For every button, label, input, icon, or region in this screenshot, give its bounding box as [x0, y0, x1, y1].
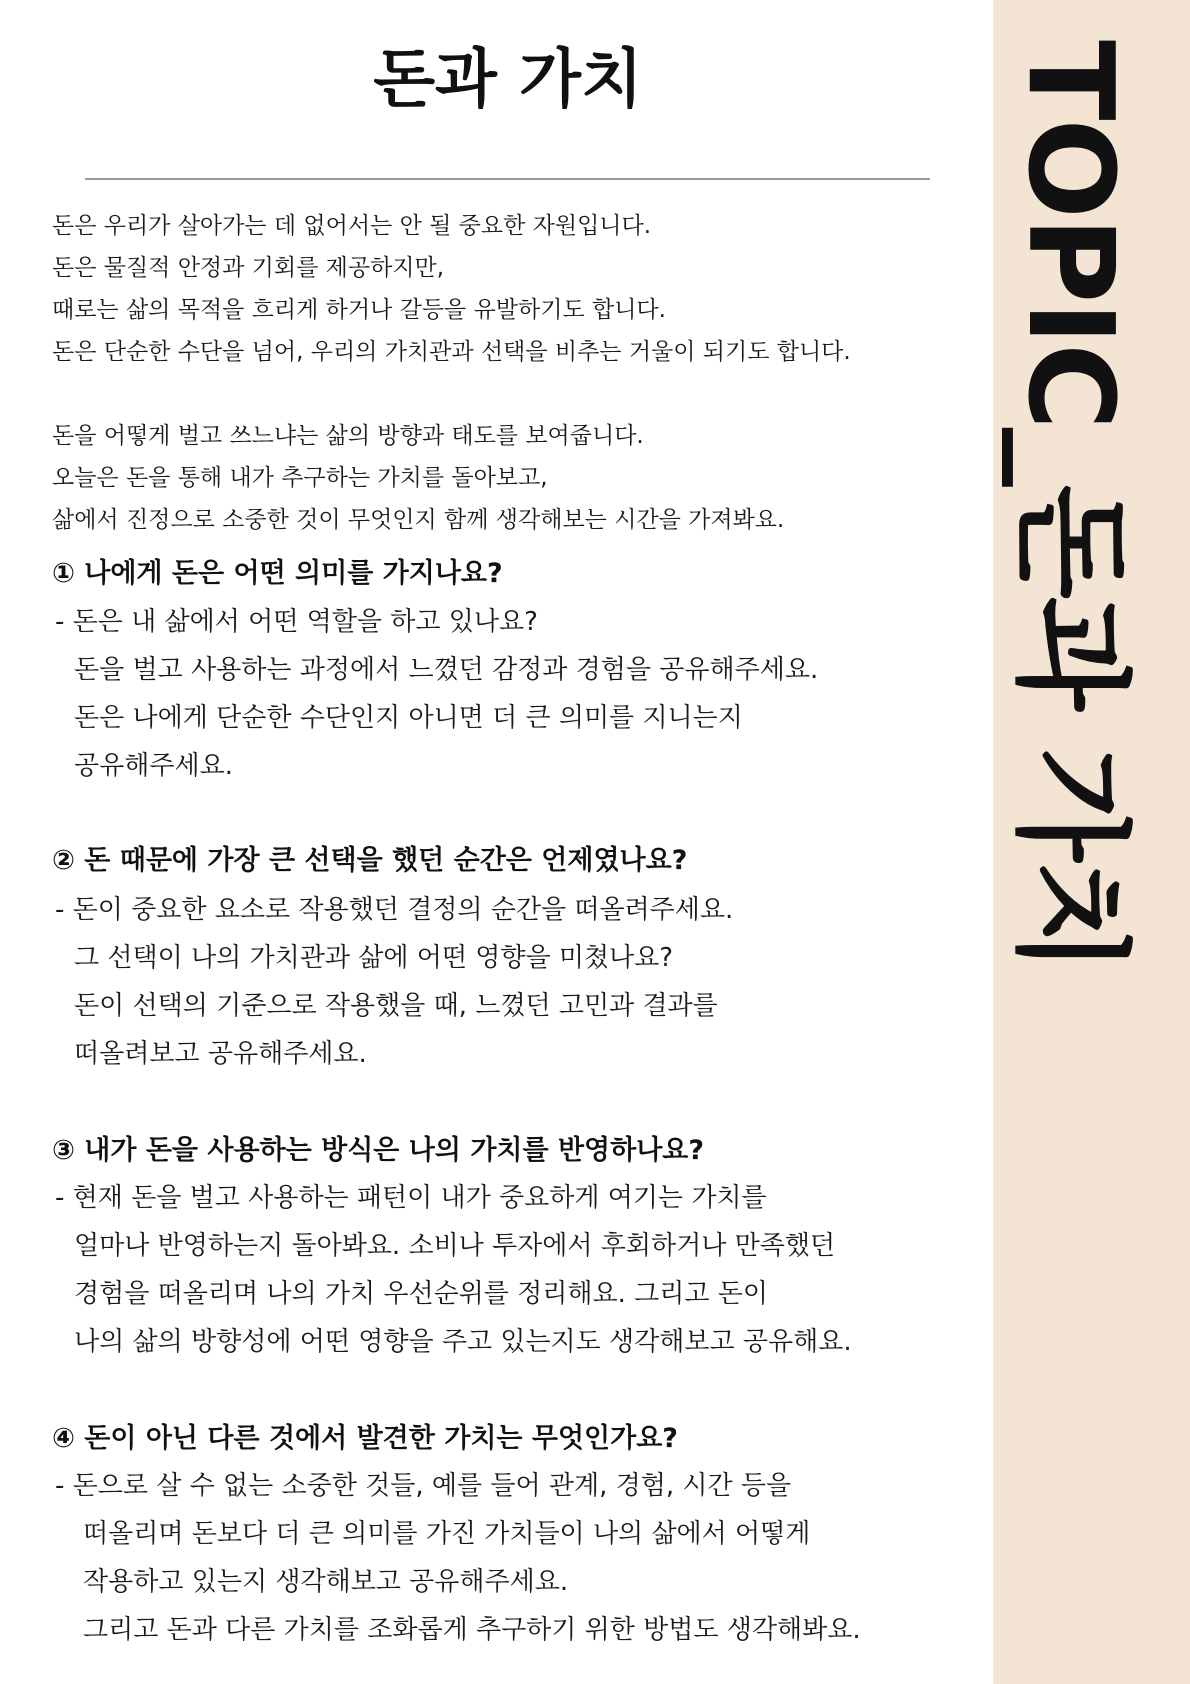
question-body-3 [55, 1174, 990, 1366]
question-line: 나의 삶의 방향성에 어떤 영향을 주고 있는지도 생각해보고 공유해요. [74, 1327, 852, 1357]
question-line: - 현재 돈을 벌고 사용하는 패턴이 내가 중요하게 여기는 가치를 [55, 1183, 767, 1213]
title-divider [85, 178, 930, 180]
intro-line: 돈은 우리가 살아가는 데 없어서는 안 될 중요한 자원입니다. [52, 213, 652, 239]
question-heading-3: ③ 내가 돈을 사용하는 방식은 나의 가치를 반영하나요? [52, 1135, 705, 1166]
intro-line: 오늘은 돈을 통해 내가 추구하는 가치를 돌아보고, [52, 465, 548, 491]
question-body-4 [55, 1462, 990, 1654]
question-line: 얼마나 반영하는지 돌아봐요. 소비나 투자에서 후회하거나 만족했던 [74, 1231, 836, 1261]
question-line: 돈이 선택의 기준으로 작용했을 때, 느꼈던 고민과 결과를 [74, 991, 718, 1021]
question-line: 경험을 떠올리며 나의 가치 우선순위를 정리해요. 그리고 돈이 [74, 1279, 769, 1309]
question-line: 돈은 나에게 단순한 수단인지 아니면 더 큰 의미를 지니는지 [74, 703, 743, 733]
question-line: 떠올리며 돈보다 더 큰 의미를 가진 가치들이 나의 삶에서 어떻게 [83, 1519, 811, 1549]
question-heading-1: ① 나에게 돈은 어떤 의미를 가지나요? [52, 558, 503, 589]
question-heading-2: ② 돈 때문에 가장 큰 선택을 했던 순간은 언제였나요? [52, 845, 688, 876]
intro-line: 돈은 단순한 수단을 넘어, 우리의 가치관과 선택을 비추는 거울이 되기도 합니다. [52, 339, 851, 365]
question-line: - 돈은 내 삶에서 어떤 역할을 하고 있나요? [55, 607, 538, 637]
intro-line: 돈은 물질적 안정과 기회를 제공하지만, [52, 255, 445, 281]
intro-line: 삶에서 진정으로 소중한 것이 무엇인지 함께 생각해보는 시간을 가져봐요. [52, 507, 785, 533]
intro-line: 때로는 삶의 목적을 흐리게 하거나 갈등을 유발하기도 합니다. [52, 297, 666, 323]
question-line: - 돈이 중요한 요소로 작용했던 결정의 순간을 떠올려주세요. [55, 895, 734, 925]
question-line: 공유해주세요. [74, 751, 233, 781]
question-line: 떠올려보고 공유해주세요. [74, 1039, 367, 1069]
question-line: 작용하고 있는지 생각해보고 공유해주세요. [83, 1567, 569, 1597]
intro-line: 돈을 어떻게 벌고 쓰느냐는 삶의 방향과 태도를 보여줍니다. [52, 423, 644, 449]
question-body-1 [55, 598, 990, 790]
question-line: - 돈으로 살 수 없는 소중한 것들, 예를 들어 관계, 경험, 시간 등을 [55, 1471, 792, 1501]
page-title: 돈과 가치 [373, 43, 643, 117]
question-line: 그 선택이 나의 가치관과 삶에 어떤 영향을 미쳤나요? [74, 943, 674, 973]
question-body-2 [55, 886, 990, 1078]
question-line: 돈을 벌고 사용하는 과정에서 느꼈던 감정과 경험을 공유해주세요. [74, 655, 819, 685]
question-line: 그리고 돈과 다른 가치를 조화롭게 추구하기 위한 방법도 생각해봐요. [83, 1615, 861, 1645]
question-heading-4: ④ 돈이 아닌 다른 것에서 발견한 가치는 무엇인가요? [52, 1423, 678, 1454]
side-title: TOPIC_돈과 가치 [1002, 40, 1140, 972]
intro-section [52, 205, 987, 541]
